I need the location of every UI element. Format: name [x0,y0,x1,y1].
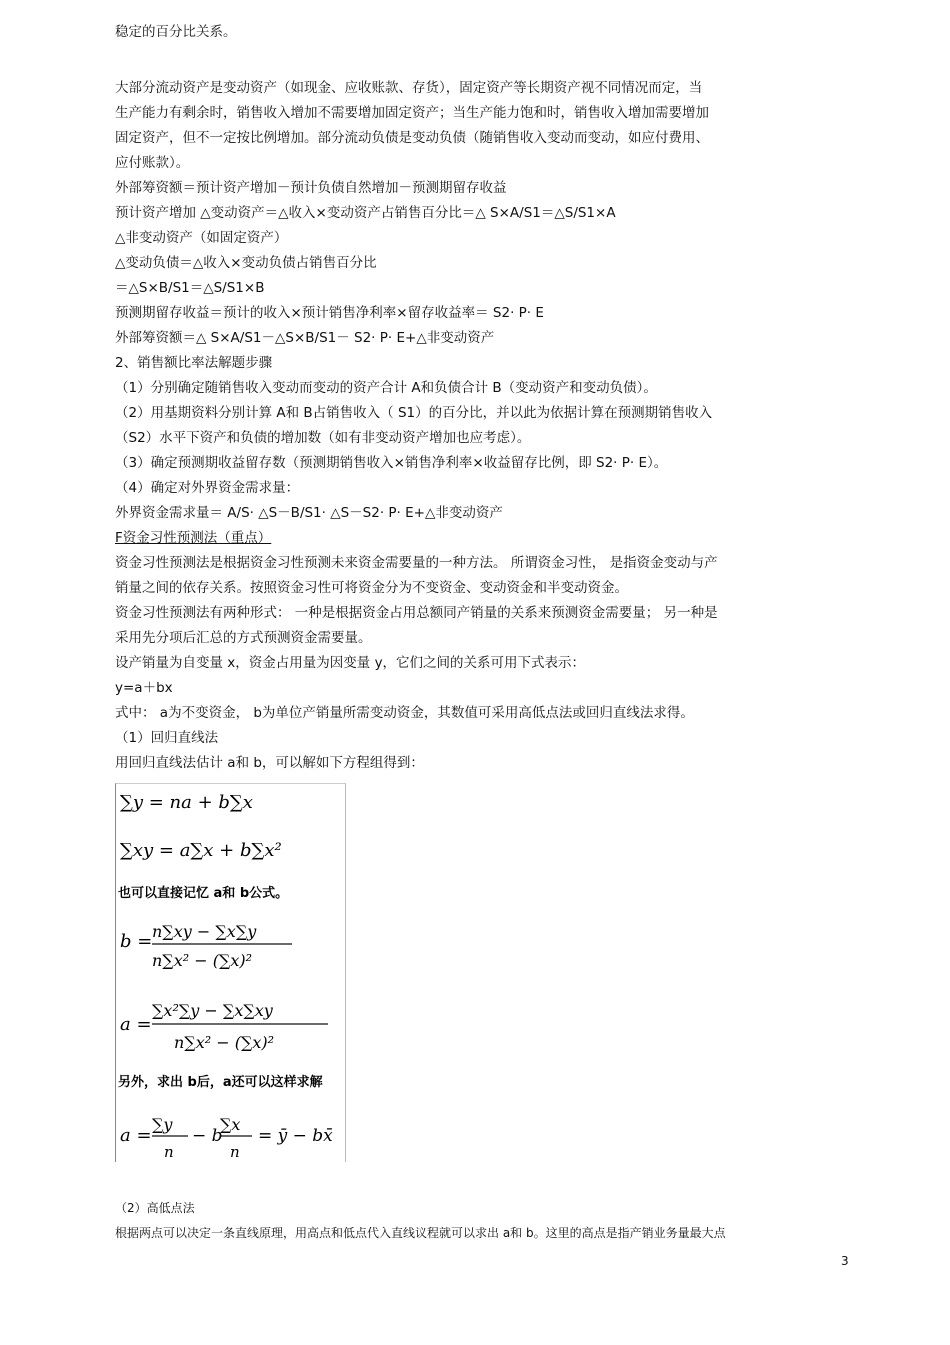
text-line: △非变动资产（如固定资产） [115,230,288,246]
text-line: 外界资金需求量＝ A/S· △S－B/S1· △S－S2· P· E+△非变动资产 [115,505,503,521]
b-label: b = [120,931,153,952]
text-line: （2）高低点法 [115,1201,195,1215]
text-line: 应付账款）。 [115,155,190,171]
text-line: 资金习性预测法是根据资金习性预测未来资金需要量的一种方法。 所谓资金习性， 是指资金变动与产 [115,555,718,571]
text-line: （4）确定对外界资金需求量： [115,480,300,496]
a2-mid: − b [192,1126,223,1146]
text-line: 预计资产增加 △变动资产＝△收入×变动资产占销售百分比＝△ S×A/S1＝△S/S1×A [115,205,616,221]
text-line: 根据两点可以决定一条直线原理，用高点和低点代入直线议程就可以求出 a和 b。这里的高点是指产销业务量最大点 [115,1226,726,1240]
text-line: 外部筹资额＝预计资产增加－预计负债自然增加－预测期留存收益 [115,180,507,196]
regression-formula-image [115,783,346,1162]
page-number: 3 [841,1254,849,1268]
text-line: （S2）水平下资产和负债的增加数（如有非变动资产增加也应考虑）。 [115,430,531,446]
text-line: 销量之间的依存关系。按照资金习性可将资金分为不变资金、变动资金和半变动资金。 [115,580,628,596]
equation-1: ∑y = na + b∑x [120,792,253,813]
formula-note: 另外，求出 b后，a还可以这样求解 [118,1075,323,1090]
b-denominator: n∑x² − (∑x)² [152,951,253,970]
a-numerator: ∑x²∑y − ∑x∑xy [152,1001,273,1020]
a-denominator: n∑x² − (∑x)² [174,1033,275,1052]
a2-tail: = ȳ − bx̄ [258,1126,333,1146]
text-line: 设产销量为自变量 x，资金占用量为因变量 y，它们之间的关系可用下式表示： [115,655,586,671]
text-line: ＝△S×B/S1＝△S/S1×B [115,280,265,296]
text-line: （3）确定预测期收益留存数（预测期销售收入×销售净利率×收益留存比例，即 S2· P· E）。 [115,455,668,471]
text-line: 预测期留存收益＝预计的收入×预计销售净利率×留存收益率＝ S2· P· E [115,305,544,321]
formula-note: 也可以直接记忆 a和 b公式。 [118,886,289,901]
section-heading: F资金习性预测法（重点） [115,530,272,546]
text-line: （1）回归直线法 [115,730,219,746]
text-line: （1）分别确定随销售收入变动而变动的资产合计 A和负债合计 B（变动资产和变动负债）。 [115,380,657,396]
a2-frac2-den: n [230,1143,240,1161]
a2-frac2-num: ∑x [220,1115,241,1134]
text-line: △变动负债＝△收入×变动负债占销售百分比 [115,255,377,271]
text-line: 采用先分项后汇总的方式预测资金需要量。 [115,630,372,646]
a-label: a = [120,1014,152,1035]
text-line: 固定资产，但不一定按比例增加。部分流动负债是变动负债（随销售收入变动而变动，如应付费用、 [115,130,709,146]
text-line: 外部筹资额＝△ S×A/S1－△S×B/S1－ S2· P· E+△非变动资产 [115,330,495,346]
text-line: 大部分流动资产是变动资产（如现金、应收账款、存货），固定资产等长期资产视不同情况而定，当 [115,80,703,96]
equation-line: y=a＋bx [115,680,173,696]
equation-2: ∑xy = a∑x + b∑x² [120,840,282,861]
text-line: 式中： a为不变资金， b为单位产销量所需变动资金，其数值可采用高低点法或回归直线法求得。 [115,705,694,721]
a2-frac1-den: n [164,1143,174,1161]
text-line: 生产能力有剩余时，销售收入增加不需要增加固定资产；当生产能力饱和时，销售收入增加需要增加 [115,105,709,121]
section-heading: 2、销售额比率法解题步骤 [115,355,273,371]
a2-label: a = [120,1125,152,1146]
text-line: 用回归直线法估计 a和 b，可以解如下方程组得到： [115,755,424,771]
a2-frac1-num: ∑y [152,1115,173,1134]
text-line: 资金习性预测法有两种形式： 一种是根据资金占用总额同产销量的关系来预测资金需要量； 另一种是 [115,605,718,621]
b-numerator: n∑xy − ∑x∑y [152,922,257,941]
text-line: 稳定的百分比关系。 [115,24,237,40]
text-line: （2）用基期资料分别计算 A和 B占销售收入（ S1）的百分比，并以此为依据计算在预测期销售收入 [115,405,713,421]
